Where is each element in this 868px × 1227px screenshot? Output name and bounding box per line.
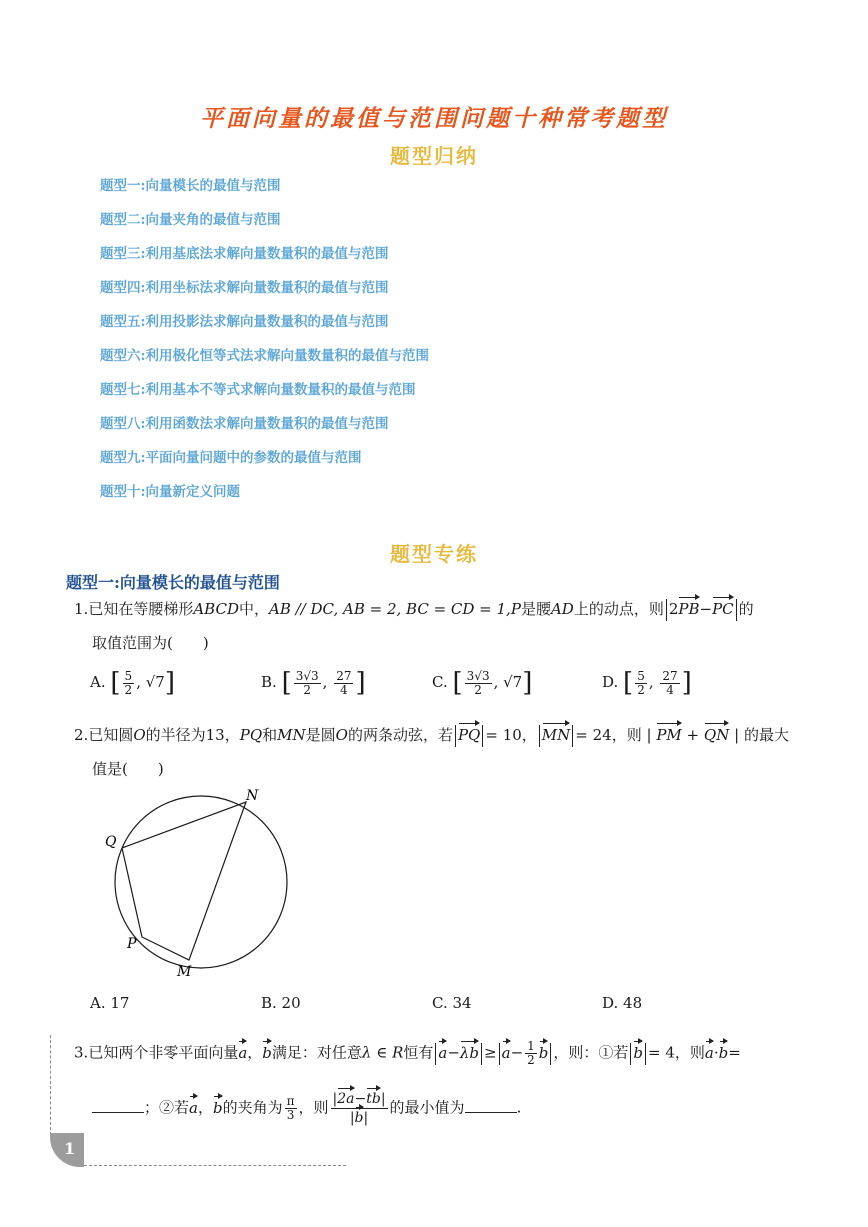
answer-blank-2[interactable]	[465, 1098, 517, 1113]
q-text: 的最小值为	[389, 1098, 465, 1117]
vector-a: a	[189, 1098, 198, 1117]
circle	[115, 796, 287, 968]
option-d[interactable]: D. [ $\frac{5}{2}$ , $\frac{27}{4}$ ]	[602, 668, 692, 698]
vector-pq: PQ	[457, 726, 481, 744]
q-text: 恒有	[403, 1043, 434, 1062]
abs-bar	[482, 725, 483, 747]
q-math: 3	[286, 1108, 295, 1122]
q-math: = 10，	[485, 726, 537, 744]
question-number: 1.	[74, 600, 89, 618]
q-math: = 24，则	[575, 726, 642, 744]
q-text: 和	[262, 726, 278, 744]
question-number: 2.	[74, 726, 89, 744]
vector-b: b	[538, 1043, 549, 1062]
option-d[interactable]: D. 48	[602, 994, 643, 1012]
abs-bar	[666, 599, 667, 621]
q-text: 已知圆	[88, 726, 134, 744]
question-2-line2: 值是( )	[92, 760, 164, 778]
option-label: C.	[432, 673, 448, 691]
vector-b: b	[212, 1098, 223, 1117]
vector-pb: PB	[678, 600, 700, 618]
q-text: 的	[738, 600, 754, 618]
q-text: 的半径为13，	[145, 726, 240, 744]
toc-list	[100, 176, 429, 516]
q-math: =	[728, 1043, 741, 1062]
vector-a: a	[704, 1043, 714, 1062]
vector-b: b	[718, 1043, 729, 1062]
vector-a: a	[238, 1043, 248, 1062]
abs-bar	[455, 725, 456, 747]
vector-2a: 2a	[337, 1091, 355, 1107]
q-text: 的夹角为	[222, 1098, 283, 1117]
q-math: π	[286, 1094, 295, 1108]
circle-figure	[100, 780, 300, 980]
q-text: ，	[197, 1098, 213, 1117]
question-3-line1: 3.已知两个非零平面向量a，b满足：对任意λ ∈ R恒有 a−λb ≥ a− $\frac{1}{2}$ b ，则：①若 b = 4，则a·b=	[74, 1039, 741, 1067]
toc-item[interactable]: 题型七:利用基本不等式求解向量数量积的最值与范围	[100, 382, 416, 398]
vector-tb: tb	[366, 1091, 381, 1107]
option-label: D.	[602, 673, 619, 691]
question-3-line2: ；②若a，b的夹角为 $\frac{\pi}{3}$ ，则 $\frac{|2a-tb|}{|b|}$ 的最小值为 .	[92, 1090, 521, 1127]
q-math: −	[699, 600, 713, 618]
q-math: 2	[668, 600, 679, 618]
vector-b: b	[262, 1043, 272, 1062]
toc-item[interactable]: 题型三:利用基底法求解向量数量积的最值与范围	[100, 246, 389, 262]
vector-a: a	[501, 1043, 511, 1062]
q-math: ·	[713, 1043, 719, 1062]
label-q: Q	[105, 834, 117, 850]
q-text: ，	[247, 1043, 263, 1062]
question-1-line1	[74, 598, 754, 621]
q-text: 已知两个非零平面向量	[88, 1043, 239, 1062]
q-math: MN	[277, 726, 306, 744]
q-math: −	[447, 1043, 460, 1062]
option-label: B.	[261, 673, 277, 691]
vector-b: b	[354, 1110, 364, 1126]
answer-blank-1[interactable]	[92, 1098, 144, 1113]
abs-bar	[630, 1043, 631, 1065]
toc-item[interactable]: 题型一:向量模长的最值与范围	[100, 178, 281, 194]
vector-pc: PC	[712, 600, 734, 618]
q-text: ，则：①若	[553, 1043, 629, 1062]
toc-item[interactable]: 题型十:向量新定义问题	[100, 484, 240, 500]
q-text: 的最大	[743, 726, 789, 744]
q-math: ≥	[484, 1043, 497, 1062]
option-a[interactable]: A. [ $\frac{5}{2}$ , √7]	[90, 668, 175, 698]
toc-item[interactable]: 题型二:向量夹角的最值与范围	[100, 212, 281, 228]
abs-bar	[499, 1043, 500, 1065]
toc-item[interactable]: 题型八:利用函数法求解向量数量积的最值与范围	[100, 416, 389, 432]
section-title: 题型一:向量模长的最值与范围	[66, 573, 280, 592]
vector-pm: PM	[656, 726, 682, 744]
q-math: PQ	[239, 726, 263, 744]
vector-qn: QN	[703, 726, 730, 744]
summary-heading: 题型归纳	[390, 144, 478, 168]
option-c[interactable]: C. [ $\frac{3√3}{2}$ , √7]	[432, 668, 533, 698]
abs-bar	[539, 725, 540, 747]
abs-bar	[481, 1043, 482, 1065]
dashed-border-bottom	[84, 1165, 346, 1166]
toc-item[interactable]: 题型四:利用坐标法求解向量数量积的最值与范围	[100, 280, 389, 296]
label-p: P	[127, 936, 137, 952]
q-math: ABCD	[193, 600, 239, 618]
q-math: O	[133, 726, 146, 744]
option-a[interactable]: A. 17	[90, 994, 130, 1012]
q-text: ；②若	[144, 1098, 190, 1117]
question-1-line2: 取值范围为( )	[92, 634, 209, 652]
vector-a: a	[438, 1043, 448, 1062]
vector-lambda-b: λb	[459, 1043, 480, 1062]
q-math: O	[335, 726, 348, 744]
option-c[interactable]: C. 34	[432, 994, 472, 1012]
q-text: .	[516, 1098, 522, 1117]
q-text: 已知在等腰梯形	[88, 600, 194, 618]
question-2-line1: 2.已知圆O的半径为13，PQ和MN是圆O的两条动弦，若 PQ = 10， MN = 24，则 | PM + QN | 的最大	[74, 724, 789, 747]
q-text: 满足：对任意	[271, 1043, 362, 1062]
q-math: AD	[550, 600, 574, 618]
question-number: 3.	[74, 1043, 89, 1062]
practice-heading: 题型专练	[390, 542, 478, 566]
abs-bar	[435, 1043, 436, 1065]
vector-mn: MN	[541, 726, 571, 744]
toc-item[interactable]: 题型六:利用极化恒等式法求解向量数量积的最值与范围	[100, 348, 429, 364]
option-b[interactable]: B. [ $\frac{3√3}{2}$ , $\frac{27}{4}$ ]	[261, 668, 366, 698]
option-label: A.	[90, 673, 106, 691]
q-math: +	[686, 726, 700, 744]
document-title: 平面向量的最值与范围问题十种常考题型	[200, 105, 668, 132]
q-math: P	[510, 600, 521, 618]
q-text: 是腰	[520, 600, 551, 618]
q-text: 是圆	[305, 726, 336, 744]
dashed-border-left	[50, 1035, 51, 1135]
q-math: = 4，则	[648, 1043, 705, 1062]
q-text: 的两条动弦，若	[347, 726, 453, 744]
chords	[122, 802, 246, 960]
abs-bar	[645, 1043, 646, 1065]
toc-item[interactable]: 题型五:利用投影法求解向量数量积的最值与范围	[100, 314, 389, 330]
q-math: λ ∈ R	[361, 1043, 404, 1062]
label-m: M	[177, 964, 192, 980]
abs-bar	[736, 599, 737, 621]
page-number-badge	[50, 1133, 84, 1167]
toc-item[interactable]: 题型九:平面向量问题中的参数的最值与范围	[100, 450, 362, 466]
q-math: −	[354, 1091, 367, 1107]
label-n: N	[246, 788, 259, 804]
abs-bar	[550, 1043, 551, 1065]
q-text: 上的动点，则	[573, 600, 664, 618]
option-b[interactable]: B. 20	[261, 994, 301, 1012]
abs-bar	[572, 725, 573, 747]
page-number: 1	[64, 1139, 76, 1158]
q-math: AB // DC, AB = 2, BC = CD = 1,	[268, 600, 511, 618]
q-text: ，则	[298, 1098, 329, 1117]
q-text: 中，	[238, 600, 269, 618]
q-math: −	[510, 1043, 524, 1062]
vector-b: b	[633, 1043, 644, 1062]
